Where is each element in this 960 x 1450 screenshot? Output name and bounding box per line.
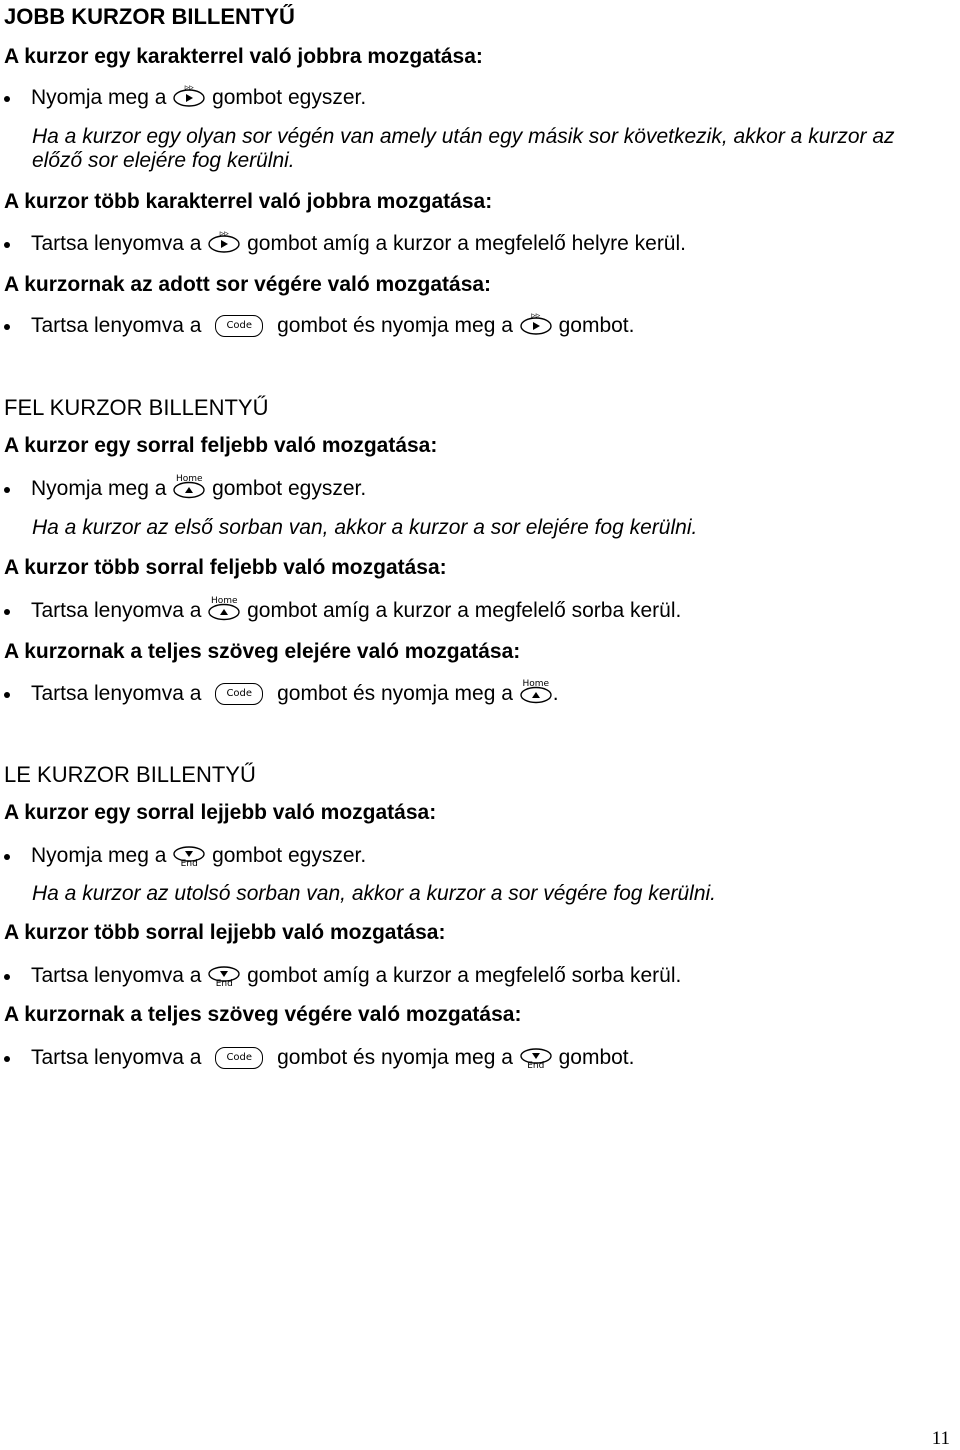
note-text: Ha a kurzor az utolsó sorban van, akkor a kurzor a sor végére fog kerülni.	[32, 882, 716, 905]
right-arrow-key-icon: ▹▹	[207, 234, 241, 254]
right-arrow-key-icon: ▹▹	[519, 316, 553, 336]
bullet	[4, 974, 10, 980]
list-item: Tartsa lenyomva a Code gombot és nyomja meg a Home .	[4, 682, 944, 708]
down-arrow-key-icon: End	[519, 1048, 553, 1068]
list-item: Nyomja meg a ▹▹ gombot egyszer.	[4, 86, 944, 112]
list-item: Tartsa lenyomva a Code gombot és nyomja meg a ▹▹ gombot.	[4, 314, 944, 340]
subheading: A kurzornak az adott sor végére való mozgatása:	[4, 273, 492, 296]
section-title-right: JOBB KURZOR BILLENTYŰ	[4, 4, 295, 29]
bullet	[4, 854, 10, 860]
up-arrow-key-icon: Home	[519, 684, 553, 704]
subheading: A kurzor egy karakterrel való jobbra mozgatása:	[4, 45, 483, 68]
bullet	[4, 324, 10, 330]
down-arrow-key-icon: End	[207, 966, 241, 986]
subheading: A kurzornak a teljes szöveg végére való mozgatása:	[4, 1003, 522, 1026]
code-key-icon: Code	[215, 683, 263, 705]
bullet	[4, 96, 10, 102]
list-item: Tartsa lenyomva a End gombot amíg a kurzor a megfelelő sorba kerül.	[4, 964, 944, 990]
up-arrow-key-icon: Home	[207, 601, 241, 621]
list-item: Nyomja meg a End gombot egyszer.	[4, 844, 944, 870]
subheading: A kurzor egy sorral feljebb való mozgatása:	[4, 434, 438, 457]
code-key-icon: Code	[215, 1047, 263, 1069]
subheading: A kurzor több karakterrel való jobbra mozgatása:	[4, 190, 493, 213]
list-item: Tartsa lenyomva a Code gombot és nyomja meg a End gombot.	[4, 1046, 944, 1072]
up-arrow-key-icon: Home	[172, 479, 206, 499]
subheading: A kurzor több sorral feljebb való mozgatása:	[4, 556, 447, 579]
section-title-down: LE KURZOR BILLENTYŰ	[4, 762, 256, 787]
page-number: 11	[931, 1428, 950, 1449]
list-item: Nyomja meg a Home gombot egyszer.	[4, 477, 944, 503]
code-key-icon: Code	[215, 315, 263, 337]
bullet	[4, 609, 10, 615]
bullet	[4, 692, 10, 698]
subheading: A kurzor több sorral lejjebb való mozgatása:	[4, 921, 446, 944]
bullet	[4, 1056, 10, 1062]
note-text: Ha a kurzor az első sorban van, akkor a kurzor a sor elejére fog kerülni.	[32, 516, 698, 539]
bullet	[4, 242, 10, 248]
subheading: A kurzor egy sorral lejjebb való mozgatása:	[4, 801, 437, 824]
right-arrow-key-icon: ▹▹	[172, 88, 206, 108]
note-text: Ha a kurzor egy olyan sor végén van amely után egy másik sor következik, akkor a kurzor az előző sor elejére fog kerülni.	[32, 125, 895, 172]
down-arrow-key-icon: End	[172, 846, 206, 866]
list-item: Tartsa lenyomva a ▹▹ gombot amíg a kurzor a megfelelő helyre kerül.	[4, 232, 944, 258]
bullet	[4, 487, 10, 493]
subheading: A kurzornak a teljes szöveg elejére való mozgatása:	[4, 640, 521, 663]
list-item: Tartsa lenyomva a Home gombot amíg a kurzor a megfelelő sorba kerül.	[4, 599, 944, 625]
section-title-up: FEL KURZOR BILLENTYŰ	[4, 395, 269, 420]
